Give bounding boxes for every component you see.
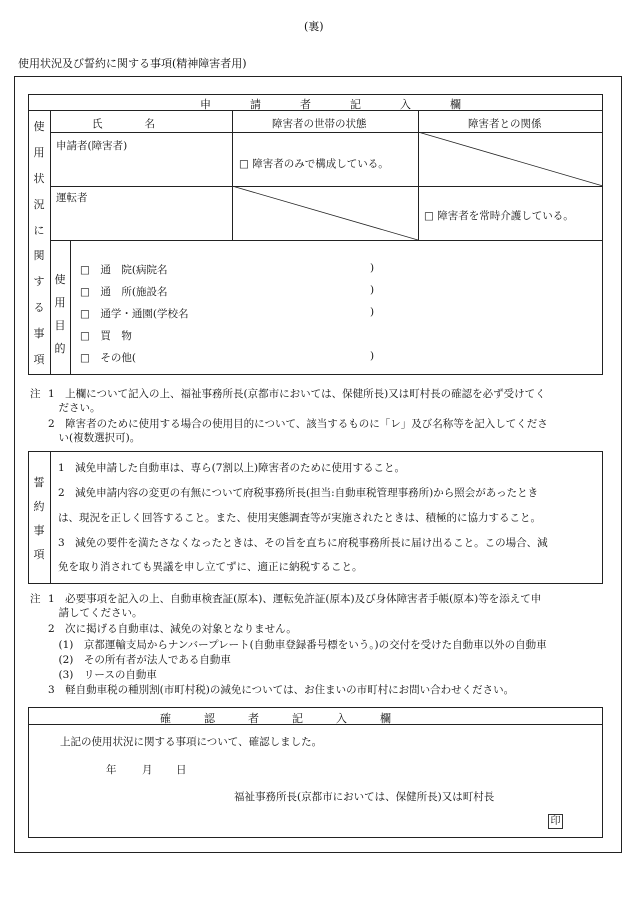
- pledge-side-char: 誓: [33, 475, 45, 489]
- notes1-line-2: ださい。: [48, 402, 101, 414]
- pledge-line-4: 3 減免の要件を満たさなくなったときは、その旨を直ちに府税事務所長に届け出ること。この場合、減: [58, 537, 548, 549]
- applicant-household-option[interactable]: □ 障害者のみで構成している。: [239, 158, 389, 170]
- usage-status-side-char: 事: [33, 326, 45, 340]
- notes2-line-4: (1) 京都運輸支局からナンバープレート(自動車登録番号標をいう。)の交付を受けた自動車以外の自動車: [48, 639, 547, 651]
- purpose-close-paren: ): [370, 350, 375, 362]
- purpose-side-char: 的: [54, 342, 66, 355]
- notes2-line-2: 請してください。: [48, 607, 143, 619]
- purpose-option[interactable]: □ 通 所(施設名: [80, 286, 168, 298]
- usage-status-side-char: 関: [33, 249, 45, 263]
- pledge-side-char: 事: [33, 523, 45, 537]
- usage-status-side-label: [28, 114, 50, 372]
- section-title: 使用状況及び誓約に関する事項(精神障害者用): [18, 57, 247, 70]
- column-household-header: 障害者の世帯の状態: [272, 118, 367, 130]
- usage-status-side-char: 況: [33, 197, 45, 211]
- pledge-side-label: [28, 470, 50, 566]
- official-title: 福祉事務所長(京都市においては、保健所長)又は町村長: [234, 791, 495, 803]
- purpose-option[interactable]: □ 買 物: [80, 330, 132, 342]
- date-day-label: 日: [176, 764, 187, 776]
- pledge-side-char: 約: [33, 499, 45, 513]
- purpose-option[interactable]: □ 通学・通園(学校名: [80, 308, 189, 320]
- notes1-line-4: い(複数選択可)。: [48, 432, 141, 444]
- confirmation-statement: 上記の使用状況に関する事項について、確認しました。: [60, 736, 323, 748]
- date-year-label: 年: [106, 764, 117, 776]
- purpose-side-char: 目: [54, 319, 66, 332]
- notes2-line-3: 2 次に掲げる自動車は、減免の対象となりません。: [48, 623, 297, 635]
- column-name-header: 氏 名: [92, 118, 155, 130]
- seal-mark: 印: [548, 814, 563, 829]
- page-label: (裏): [304, 20, 324, 33]
- applicant-relation-strike: [418, 132, 603, 186]
- notes2-line-7: 3 軽自動車税の種別割(市町村税)の減免については、お住まいの市町村にお問い合わせください。: [48, 684, 515, 696]
- purpose-side-char: 用: [54, 296, 66, 309]
- purpose-close-paren: ): [370, 262, 375, 274]
- purpose-option[interactable]: □ 通 院(病院名: [80, 264, 168, 276]
- purpose-side-label: [50, 268, 70, 360]
- notes1-prefix: 注: [30, 388, 41, 400]
- confirmation-header: 確 認 者 記 入 欄: [160, 712, 391, 725]
- pledge-line-5: 免を取り消されても異議を申し立てずに、適正に納税すること。: [58, 561, 363, 573]
- usage-status-side-char: 使: [33, 120, 45, 134]
- pledge-line-1: 1 減免申請した自動車は、専ら(7割以上)障害者のために使用すること。: [58, 462, 406, 474]
- usage-status-side-char: る: [33, 300, 45, 314]
- pledge-line-2: 2 減免申請内容の変更の有無について府税事務所長(担当:自動車税管理事務所)から照会があったとき: [58, 487, 539, 499]
- pledge-line-3: は、現況を正しく回答すること。また、使用実態調査等が実施されたときは、積極的に協力すること。: [58, 512, 541, 524]
- row-applicant-label: 申請者(障害者): [56, 140, 128, 152]
- purpose-option[interactable]: □ その他(: [80, 352, 137, 364]
- usage-status-side-char: 項: [33, 352, 45, 366]
- applicant-table-header: 申 請 者 記 入 欄: [200, 98, 475, 111]
- usage-status-side-char: 用: [33, 146, 45, 160]
- purpose-close-paren: ): [370, 284, 375, 296]
- driver-relation-option[interactable]: □ 障害者を常時介護している。: [424, 210, 574, 222]
- pledge-side-char: 項: [33, 547, 45, 561]
- notes1-line-3: 2 障害者のために使用する場合の使用目的について、該当するものに「レ」及び名称等を記入してくださ: [48, 418, 548, 430]
- driver-household-strike: [232, 186, 418, 240]
- notes2-line-1: 1 必要事項を記入の上、自動車検査証(原本)、運転免許証(原本)及び身体障害者手帳(原本)等を添えて申: [48, 593, 542, 605]
- purpose-side-char: 使: [54, 273, 66, 286]
- usage-status-side-char: す: [33, 275, 45, 289]
- usage-status-side-char: に: [33, 223, 45, 237]
- purpose-close-paren: ): [370, 306, 375, 318]
- notes2-prefix: 注: [30, 593, 41, 605]
- usage-status-side-char: 状: [33, 171, 45, 185]
- column-relation-header: 障害者との関係: [468, 118, 542, 130]
- row-driver-label: 運転者: [56, 192, 88, 204]
- date-month-label: 月: [142, 764, 153, 776]
- notes2-line-6: (3) リースの自動車: [48, 669, 157, 681]
- notes2-line-5: (2) その所有者が法人である自動車: [48, 654, 231, 666]
- notes1-line-1: 1 上欄について記入の上、福祉事務所長(京都市においては、保健所長)又は町村長の確認を必ず受けてく: [48, 388, 546, 400]
